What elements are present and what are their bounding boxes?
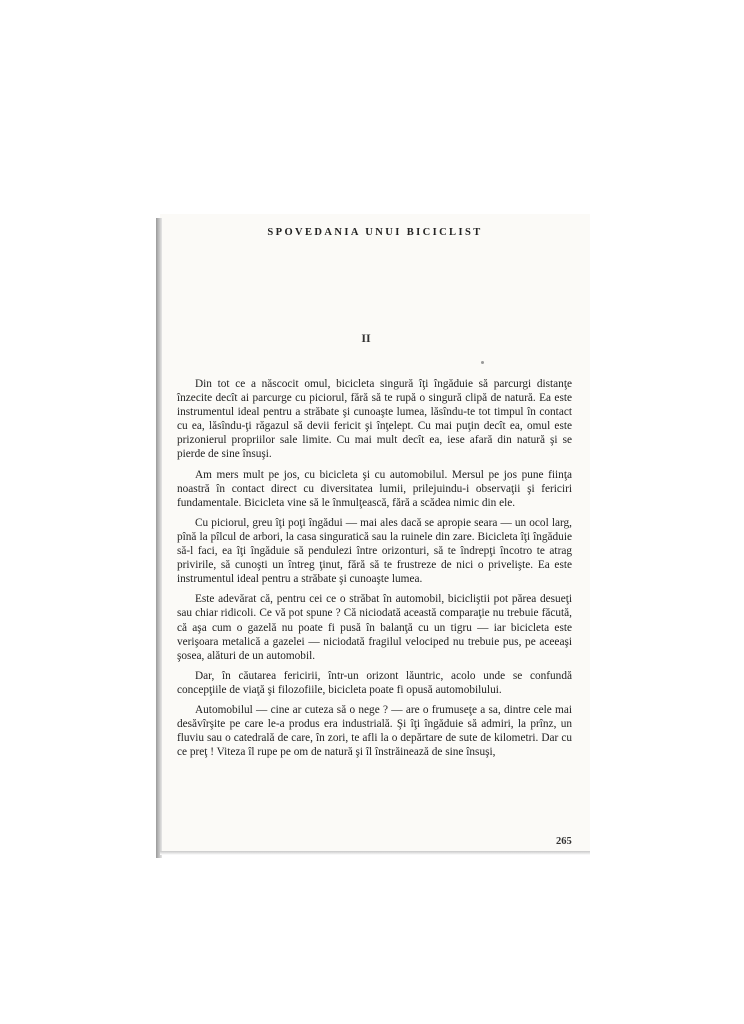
- paragraph: Am mers mult pe jos, cu bicicleta şi cu automobilul. Mersul pe jos pune fiinţa noastră în contact direct cu diversitatea lumii, prilejuindu-i observaţii şi fericiri fundamentale. Bicicleta vine să le înmulţească, fără a scădea nimic din ele.: [177, 468, 572, 509]
- paragraph: Automobilul — cine ar cuteza să o nege ? — are o frumuseţe a sa, dintre cele mai desăvîrşite pe care le-a produs era industrială. Şi îţi îngăduie să admiri, la prînz, un fluviu sau o catedrală de care, în zori, te afli la o depărtare de sute de kilometri. Dar cu ce preţ ! Viteza îl rupe pe om de natură şi îl înstrăinează de sine însuşi,: [177, 703, 572, 759]
- chapter-number: II: [361, 331, 371, 345]
- page-edge-shadow: [156, 218, 162, 858]
- running-head: SPOVEDANIA UNUI BICICLIST: [267, 227, 483, 238]
- paragraph: Este adevărat că, pentru cei ce o străbat în automobil, bicicliştii pot părea desueţi sau chiar ridicoli. Ce vă pot spune ? Că niciodată această comparaţie nu trebuie făcută, că aşa cum o gazelă nu poate fi pusă în balanţă cu un tigru — iar bicicleta este verişoara metalică a gazelei — niciodată fragilul velociped nu trebuie pus, pe aceeaşi şosea, alături de un automobil.: [177, 593, 572, 662]
- paragraph: Cu piciorul, greu îţi poţi îngădui — mai ales dacă se apropie seara — un ocol larg, pînă la pîlcul de arbori, la casa singuratică sau la ruinele din zare. Bicicleta îţi îngăduie să-l faci, ea îţi îngăduie să pendulezi între orizonturi, să te îndrepţi încotro te atrag privirile, să cunoşti un întreg ţinut, fără să te frustreze de nici o privelişte. Ea este instrumentul ideal pentru a străbate şi cunoaşte lumea.: [177, 516, 572, 586]
- scan-speck: [481, 361, 484, 364]
- paragraph: Dar, în căutarea fericirii, într-un orizont lăuntric, acolo unde se confundă concepţiile de viaţă şi filozofiile, bicicleta poate fi opusă automobilului.: [177, 669, 572, 696]
- page-bottom-shadow: [160, 851, 590, 855]
- page-number: 265: [556, 836, 572, 847]
- body-text: [177, 377, 572, 765]
- paragraph: Din tot ce a născocit omul, bicicleta singură îţi îngăduie să parcurgi distanţe înzecite decît ai parcurge cu piciorul, fără să te rupă o singură clipă de natură. Ea este instrumentul ideal pentru a străbate şi cunoaşte lumea, lăsîndu-te tot timpul în contact cu ea, lăsîndu-ţi răgazul să devii fericit şi înţelept. Cu mai puţin decît ea, omul este prizonierul propriilor sale limite. Cu mai mult decît ea, iese afară din natură şi se pierde de sine însuşi.: [177, 378, 572, 461]
